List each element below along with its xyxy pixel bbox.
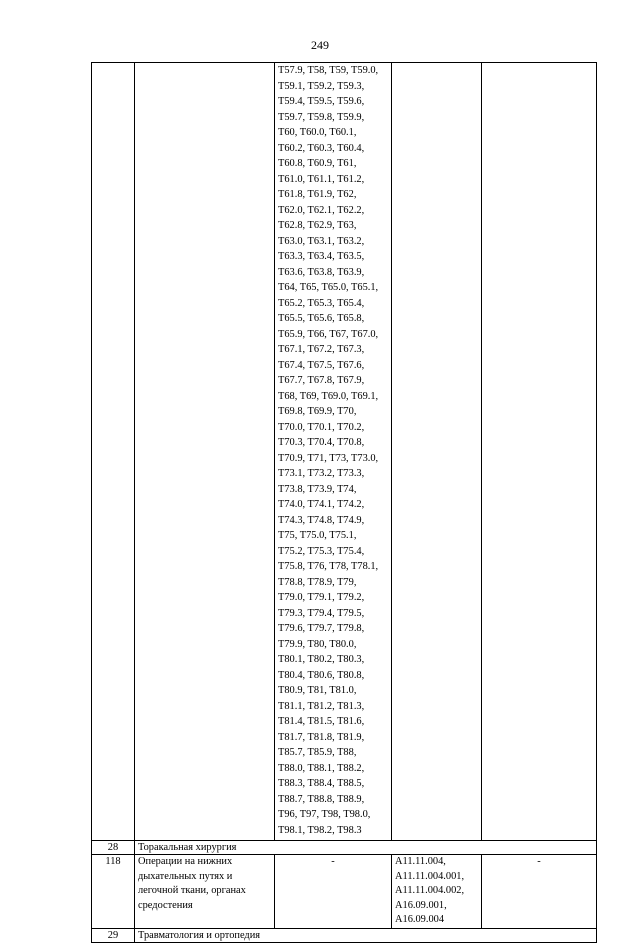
diagnosis-code-line: T75.8, T76, T78, T78.1, [278, 561, 379, 572]
diagnosis-code-line: T65.9, T66, T67, T67.0, [278, 328, 379, 340]
diagnosis-code-line: T59.4, T59.5, T59.6, [278, 96, 365, 107]
row-name-line: легочной ткани, органах [138, 885, 246, 896]
continuation-row [92, 63, 597, 841]
section-title: Торакальная хирургия [135, 841, 597, 855]
diagnosis-code-line: T85.7, T85.9, T88, [278, 747, 357, 758]
diagnosis-code-line: T96, T97, T98, T98.0, [278, 809, 371, 820]
diagnosis-code-line: T63.6, T63.8, T63.9, [278, 266, 365, 278]
diagnosis-code-line: T62.8, T62.9, T63, [278, 220, 357, 231]
empty-services-cell [392, 63, 482, 841]
empty-name-cell [135, 63, 275, 841]
diagnosis-code-line: T59.7, T59.8, T59.9, [278, 111, 365, 123]
service-code: A16.09.001, [395, 899, 447, 911]
diagnosis-code-line: T68, T69, T69.0, T69.1, [278, 390, 379, 402]
diagnosis-code-line: T81.1, T81.2, T81.3, [278, 700, 365, 712]
empty-other-cell [482, 63, 597, 841]
section-row-29 [92, 928, 597, 942]
diagnosis-code-line: T57.9, T58, T59, T59.0, [278, 65, 379, 76]
diagnosis-code-line: T70.3, T70.4, T70.8, [278, 437, 365, 448]
diagnosis-code-line: T88.3, T88.4, T88.5, [278, 778, 365, 789]
diagnosis-code-line: T65.5, T65.6, T65.8, [278, 313, 365, 324]
section-number: 29 [92, 928, 135, 942]
row-other-cell: - [482, 855, 597, 929]
diagnosis-code-line: T74.3, T74.8, T74.9, [278, 514, 365, 526]
row-name-line: Операции на нижних [138, 856, 233, 867]
service-code: A11.11.004, [395, 856, 446, 867]
row-services-cell [392, 855, 482, 929]
diagnosis-code-line: T80.1, T80.2, T80.3, [278, 654, 365, 665]
diagnosis-code-line: T81.7, T81.8, T81.9, [278, 731, 365, 743]
diagnosis-code-line: T81.4, T81.5, T81.6, [278, 716, 365, 727]
empty-number-cell [92, 63, 135, 841]
diagnosis-code-line: T79.3, T79.4, T79.5, [278, 607, 365, 619]
diagnosis-code-line: T65.2, T65.3, T65.4, [278, 297, 365, 309]
diagnosis-code-line: T80.4, T80.6, T80.8, [278, 669, 365, 681]
diagnosis-code-line: T64, T65, T65.0, T65.1, [278, 282, 379, 293]
row-number: 118 [92, 855, 135, 929]
diagnosis-code-line: T67.1, T67.2, T67.3, [278, 344, 365, 355]
diagnosis-code-line: T61.8, T61.9, T62, [278, 189, 357, 200]
diagnosis-code-line: T69.8, T69.9, T70, [278, 406, 357, 417]
diagnosis-code-line: T62.0, T62.1, T62.2, [278, 204, 365, 216]
diagnosis-code-line: T79.9, T80, T80.0, [278, 638, 357, 650]
service-code: A16.09.004 [395, 914, 445, 925]
diagnosis-code-line: T88.7, T88.8, T88.9, [278, 793, 365, 805]
diagnosis-code-line: T73.8, T73.9, T74, [278, 483, 357, 495]
diagnosis-code-line: T70.0, T70.1, T70.2, [278, 421, 365, 433]
diagnosis-code-line: T88.0, T88.1, T88.2, [278, 762, 365, 774]
diagnosis-code-line: T63.3, T63.4, T63.5, [278, 251, 365, 262]
diagnosis-code-line: T60.2, T60.3, T60.4, [278, 142, 365, 154]
diagnosis-code-line: T60.8, T60.9, T61, [278, 158, 357, 169]
tariff-table [91, 62, 597, 943]
diagnosis-code-line: T59.1, T59.2, T59.3, [278, 80, 365, 92]
row-name-cell [135, 855, 275, 929]
row-diagnosis-cell: - [275, 855, 392, 929]
service-code: A11.11.004.002, [395, 885, 465, 896]
diagnosis-code-line: T70.9, T71, T73, T73.0, [278, 452, 379, 464]
diagnosis-code-line: T75, T75.0, T75.1, [278, 530, 357, 541]
service-code: A11.11.004.001, [395, 870, 465, 882]
diagnosis-code-line: T60, T60.0, T60.1, [278, 127, 357, 138]
diagnosis-code-line: T75.2, T75.3, T75.4, [278, 545, 365, 557]
section-number: 28 [92, 841, 135, 855]
diagnosis-codes-cell [275, 63, 392, 841]
diagnosis-code-line: T79.6, T79.7, T79.8, [278, 623, 365, 634]
section-row-28 [92, 841, 597, 855]
diagnosis-code-line: T67.7, T67.8, T67.9, [278, 375, 365, 386]
row-name-line: дыхательных путях и [138, 870, 233, 882]
section-title: Травматология и ортопедия [135, 928, 597, 942]
diagnosis-code-line: T63.0, T63.1, T63.2, [278, 235, 365, 247]
diagnosis-code-line: T67.4, T67.5, T67.6, [278, 359, 365, 371]
table-row-118 [92, 855, 597, 929]
diagnosis-code-line: T98.1, T98.2, T98.3 [278, 824, 362, 836]
diagnosis-code-line: T61.0, T61.1, T61.2, [278, 173, 365, 185]
row-name-line: средостения [138, 899, 193, 911]
diagnosis-code-line: T79.0, T79.1, T79.2, [278, 592, 365, 603]
diagnosis-code-line: T73.1, T73.2, T73.3, [278, 468, 365, 479]
diagnosis-code-line: T78.8, T78.9, T79, [278, 576, 357, 588]
page-number: 249 [311, 38, 329, 52]
diagnosis-code-line: T80.9, T81, T81.0, [278, 685, 357, 696]
diagnosis-code-line: T74.0, T74.1, T74.2, [278, 499, 365, 510]
